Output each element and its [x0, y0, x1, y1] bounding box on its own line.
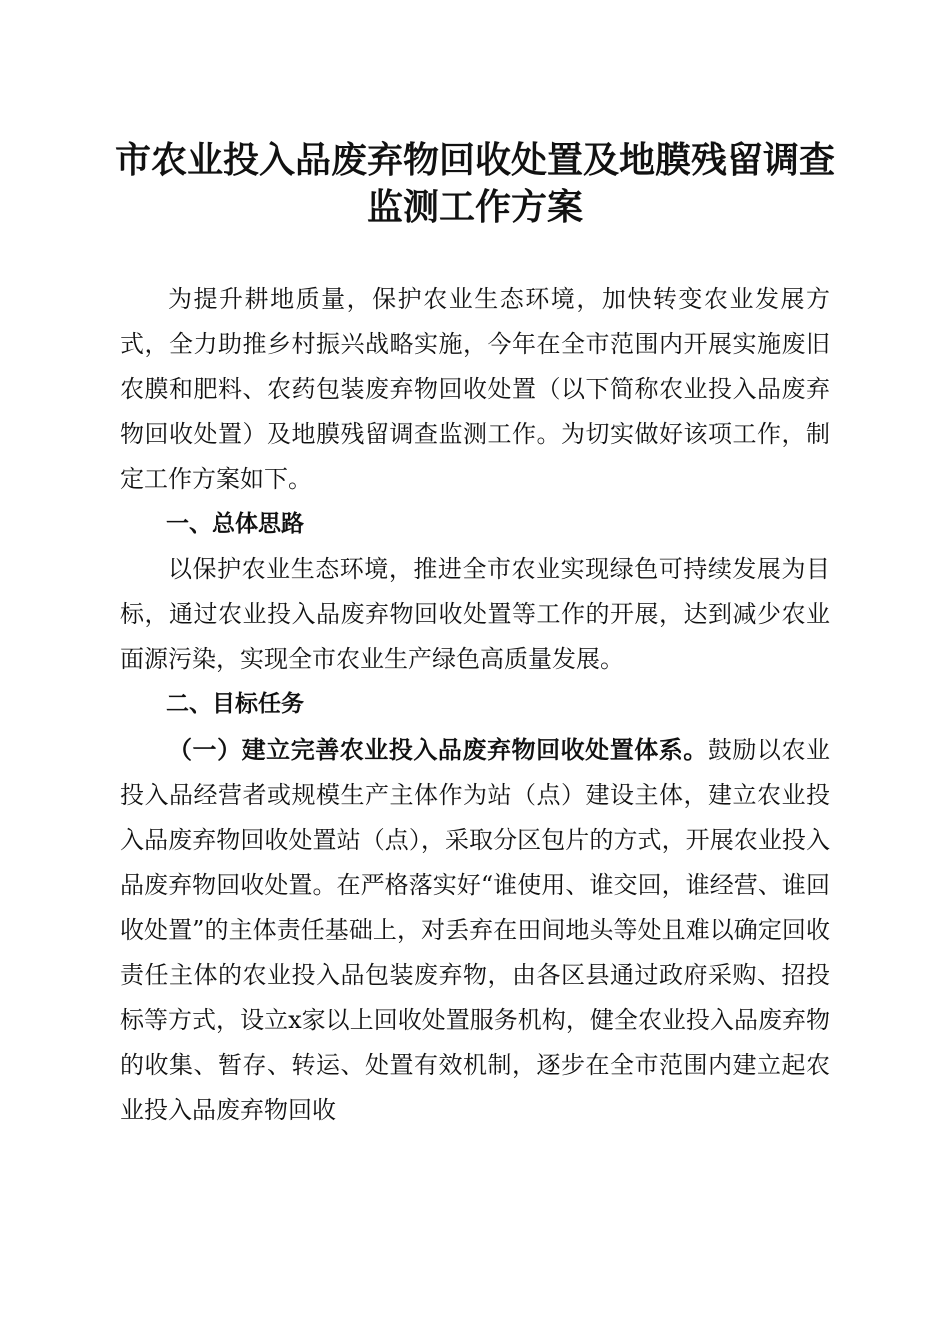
section-2-heading: 二、目标任务	[166, 691, 304, 717]
document-body	[120, 277, 830, 1133]
document-title-line-1: 市农业投入品废弃物回收处置及地膜残留调查	[114, 139, 835, 181]
section-1-heading: 一、总体思路	[166, 511, 304, 537]
document-title-line-2: 监测工作方案	[366, 186, 583, 228]
intro-paragraph: 为提升耕地质量，保护农业生态环境，加快转变农业发展方式，全力助推乡村振兴战略实施，今年在全市范围内开展实施废旧农膜和肥料、农药包装废弃物回收处置（以下简称农业投入品废弃物回收处置）及地膜残留调查监测工作。为切实做好该项工作，制定工作方案如下。	[120, 285, 830, 493]
section-1-paragraph: 以保护农业生态环境，推进全市农业实现绿色可持续发展为目标，通过农业投入品废弃物回收处置等工作的开展，达到减少农业面源污染，实现全市农业生产绿色高质量发展。	[120, 555, 830, 673]
item-1-heading: （一）建立完善农业投入品废弃物回收处置体系。	[168, 735, 708, 764]
item-1-paragraph	[120, 727, 830, 1133]
item-1-text: 鼓励以农业投入品经营者或规模生产主体作为站（点）建设主体，建立农业投入品废弃物回收处置站（点），采取分区包片的方式，开展农业投入品废弃物回收处置。在严格落实好“谁使用、谁交回，谁经营、谁回收处置”的主体责任基础上，对丢弃在田间地头等处且难以确定回收责任主体的农业投入品包装废弃物，由各区县通过政府采购、招投标等方式，设立x家以上回收处置服务机构，健全农业投入品废弃物的收集、暂存、转运、处置有效机制，逐步在全市范围内建立起农业投入品废弃物回收	[120, 736, 831, 1124]
